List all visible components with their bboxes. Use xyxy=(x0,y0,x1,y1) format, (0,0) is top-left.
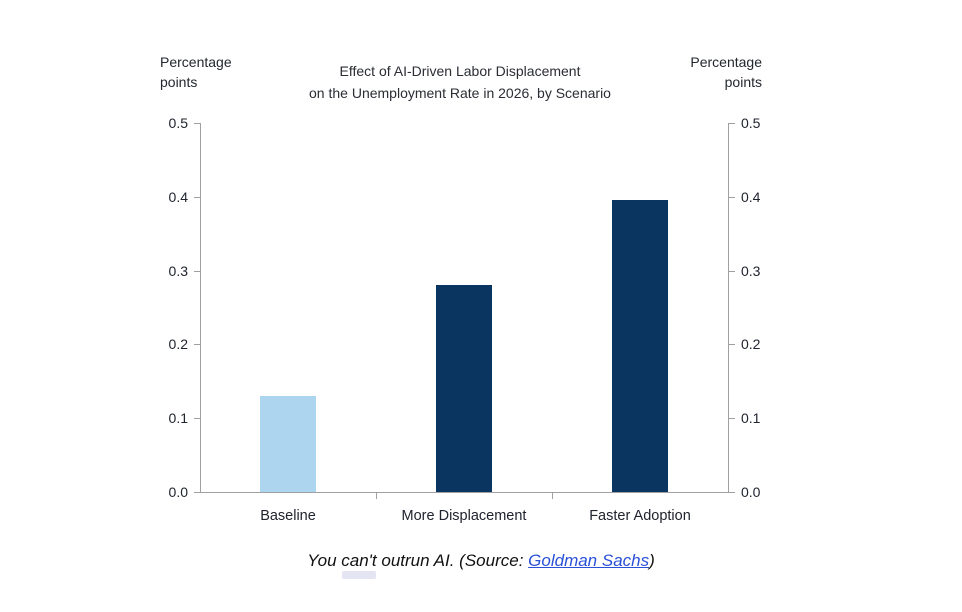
y-tick-label-right: 0.4 xyxy=(741,188,761,205)
y-tick-left xyxy=(194,271,200,272)
category-label-baseline: Baseline xyxy=(260,508,316,524)
y-axis-right xyxy=(728,123,729,492)
y-tick-label-left: 0.3 xyxy=(168,262,188,279)
caption-highlighted-word: can't xyxy=(341,551,377,570)
x-axis xyxy=(194,492,735,493)
y-tick-right xyxy=(729,418,735,419)
y-tick-left xyxy=(194,197,200,198)
right-axis-unit-label: Percentage points xyxy=(690,54,762,90)
y-tick-label-left: 0.5 xyxy=(168,115,188,131)
y-tick-right xyxy=(729,123,735,124)
x-tick xyxy=(376,493,377,499)
chart-caption xyxy=(0,551,962,571)
source-link[interactable]: Goldman Sachs xyxy=(528,551,650,570)
y-tick-label-right: 0.2 xyxy=(741,336,761,353)
y-tick-label-right: 0.1 xyxy=(741,410,761,427)
y-axis-left xyxy=(200,123,201,492)
y-tick-label-left: 0.2 xyxy=(168,336,188,353)
y-tick-right xyxy=(729,197,735,198)
bar-more-displacement xyxy=(436,285,492,492)
y-tick-label-left: 0.1 xyxy=(168,410,188,427)
y-tick-right xyxy=(729,271,735,272)
y-tick-label-right: 0.5 xyxy=(741,115,761,131)
y-tick-left xyxy=(194,123,200,124)
chart-title-line-1: Effect of AI-Driven Labor Displacement xyxy=(339,63,581,79)
bar-baseline xyxy=(260,396,316,492)
y-tick-label-right: 0.3 xyxy=(741,262,761,279)
x-tick xyxy=(552,493,553,499)
caption-text-part-3: ) xyxy=(649,551,655,570)
caption-text-part-2: outrun AI. (Source: xyxy=(376,551,529,570)
chart-title-line-2: on the Unemployment Rate in 2026, by Scenario xyxy=(309,85,611,101)
category-label-faster-adoption: Faster Adoption xyxy=(589,508,691,524)
bar-faster-adoption xyxy=(612,200,668,492)
y-tick-left xyxy=(194,418,200,419)
y-tick-label-left: 0.4 xyxy=(168,188,188,205)
y-tick-left xyxy=(194,344,200,345)
caption-text-part-1: You xyxy=(307,551,342,570)
y-tick-right xyxy=(729,344,735,345)
category-label-more-displacement: More Displacement xyxy=(401,508,527,524)
y-tick-label-right: 0.0 xyxy=(741,484,761,500)
y-tick-label-left: 0.0 xyxy=(168,484,188,500)
left-axis-unit-label: Percentage points xyxy=(160,54,232,90)
